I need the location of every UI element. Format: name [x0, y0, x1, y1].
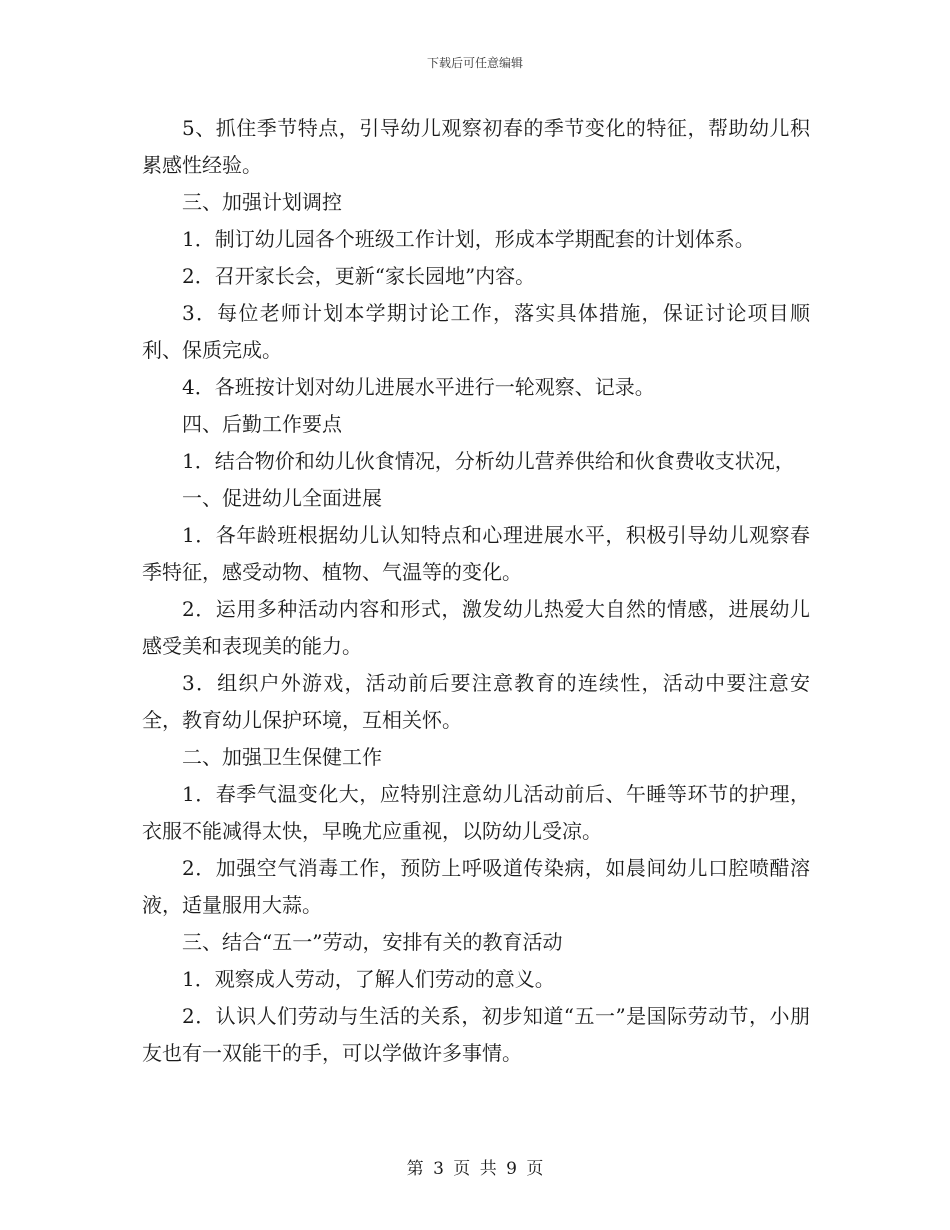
- section-heading: 四、后勤工作要点: [182, 412, 342, 436]
- paragraph: 3．每位老师计划本学期讨论工作，落实具体措施，保证讨论项目顺利、保质完成。: [142, 301, 810, 362]
- paragraph: 1．春季气温变化大，应特别注意幼儿活动前后、午睡等环节的护理，衣服不能减得太快，早晚尤应重视，以防幼儿受凉。: [142, 782, 810, 843]
- paragraph: 1．各年龄班根据幼儿认知特点和心理进展水平，积极引导幼儿观察春季特征，感受动物、植物、气温等的变化。: [142, 523, 810, 584]
- paragraph: 3．组织户外游戏，活动前后要注意教育的连续性，活动中要注意安全，教育幼儿保护环境，互相关怀。: [142, 671, 810, 732]
- paragraph: 2．认识人们劳动与生活的关系，初步知道“五一”是国际劳动节，小朋友也有一双能干的手，可以学做许多事情。: [142, 1004, 810, 1065]
- section-heading: 三、结合“五一”劳动，安排有关的教育活动: [182, 930, 563, 954]
- document-body: [142, 110, 810, 1072]
- section-heading: 一、促进幼儿全面进展: [182, 486, 382, 510]
- paragraph: 5、抓住季节特点，引导幼儿观察初春的季节变化的特征，帮助幼儿积累感性经验。: [142, 116, 810, 177]
- paragraph: 1．结合物价和幼儿伙食情况，分析幼儿营养供给和伙食费收支状况，: [182, 449, 795, 473]
- paragraph: 2．召开家长会，更新“家长园地”内容。: [182, 264, 536, 288]
- page-footer: 第 3 页 共 9 页: [406, 1159, 544, 1179]
- paragraph: 2．加强空气消毒工作，预防上呼吸道传染病，如晨间幼儿口腔喷醋溶液，适量服用大蒜。: [142, 856, 810, 917]
- section-heading: 二、加强卫生保健工作: [182, 745, 382, 769]
- paragraph: 1．观察成人劳动，了解人们劳动的意义。: [182, 967, 555, 991]
- paragraph: 1．制订幼儿园各个班级工作计划，形成本学期配套的计划体系。: [182, 227, 755, 251]
- section-heading: 三、加强计划调控: [182, 190, 342, 214]
- paragraph: 4．各班按计划对幼儿进展水平进行一轮观察、记录。: [182, 375, 655, 399]
- page-header: 下载后可任意编辑: [426, 56, 523, 70]
- paragraph: 2．运用多种活动内容和形式，激发幼儿热爱大自然的情感，进展幼儿感受美和表现美的能力。: [142, 597, 810, 658]
